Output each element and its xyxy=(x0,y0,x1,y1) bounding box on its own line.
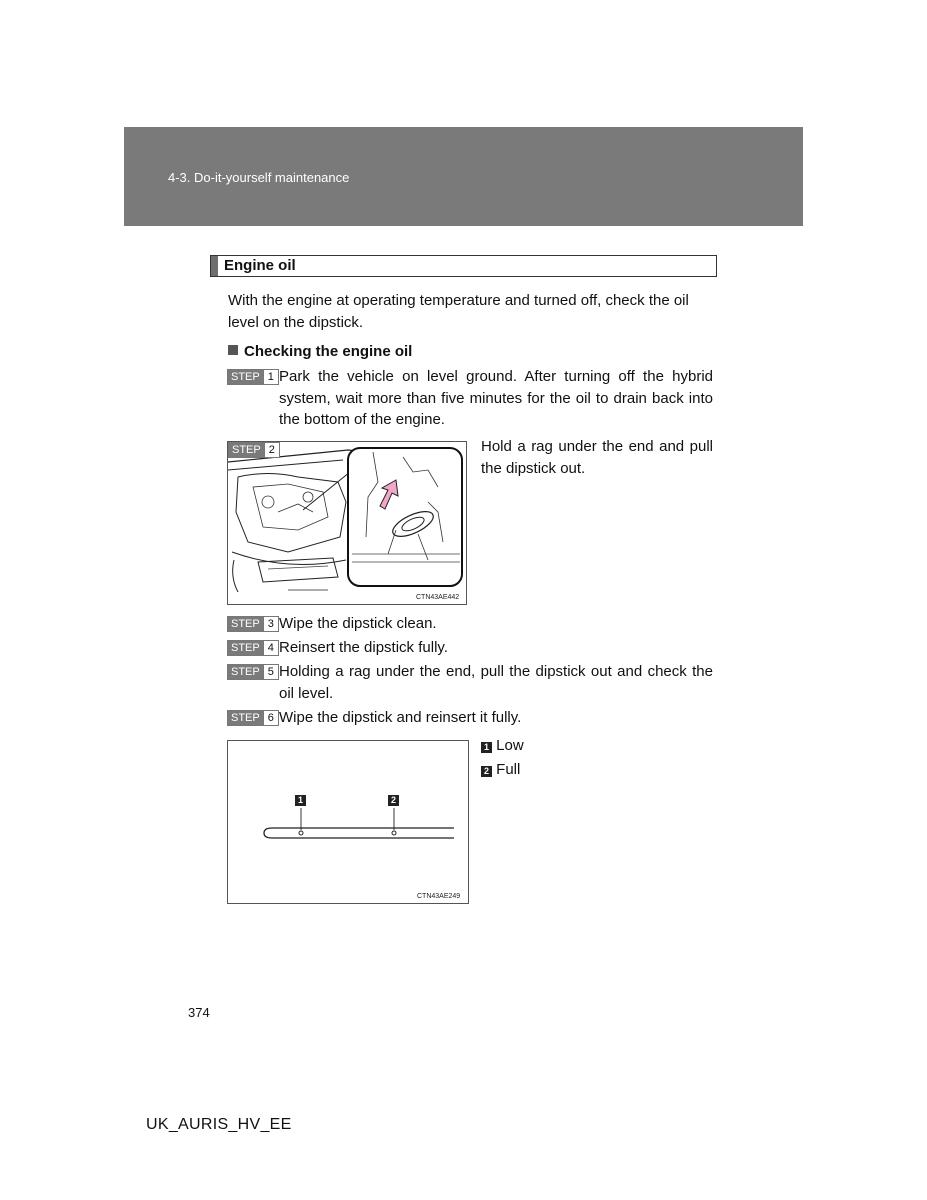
step-label: STEP xyxy=(228,641,263,655)
step-number: 3 xyxy=(263,617,278,631)
step-1-badge xyxy=(227,369,279,385)
chapter-title: 4-3. Do-it-yourself maintenance xyxy=(168,170,350,185)
legend-label: Full xyxy=(496,761,521,778)
step-5-text: Holding a rag under the end, pull the dipstick out and check the oil level. xyxy=(279,663,713,702)
step-4-badge xyxy=(227,640,279,656)
step-1-text: Park the vehicle on level ground. After turning off the hybrid system, wait more than five minutes for the oil to drain back into the bottom of the engine. xyxy=(279,368,713,428)
step-number: 5 xyxy=(263,665,278,679)
section-title: Engine oil xyxy=(224,257,296,274)
legend-item-full xyxy=(481,759,520,781)
step-label: STEP xyxy=(228,617,263,631)
step-number: 1 xyxy=(263,370,278,384)
step-2-badge xyxy=(228,442,280,458)
step-label: STEP xyxy=(228,711,263,725)
page-number: 374 xyxy=(188,1005,210,1020)
legend-number: 1 xyxy=(481,742,492,753)
step-5-badge xyxy=(227,664,279,680)
engine-figure-code: CTN43AE442 xyxy=(416,594,460,601)
step-label: STEP xyxy=(228,370,263,384)
step-number: 2 xyxy=(264,443,279,457)
step-label: STEP xyxy=(228,665,263,679)
section-title-box xyxy=(210,255,717,277)
dipstick-illustration xyxy=(228,741,468,903)
subheading-text: Checking the engine oil xyxy=(244,343,413,360)
engine-bay-illustration xyxy=(228,442,466,604)
dipstick-figure-code: CTN43AE249 xyxy=(417,893,461,900)
step-2-text: Hold a rag under the end and pull the dipstick out. xyxy=(481,438,713,477)
dipstick-figure xyxy=(227,740,469,904)
step-6-text: Wipe the dipstick and reinsert it fully. xyxy=(279,709,522,726)
low-marker: 1 xyxy=(295,795,306,806)
chapter-header xyxy=(124,127,803,226)
intro-paragraph: With the engine at operating temperature and turned off, check the oil level on the dipstick. xyxy=(228,292,689,331)
legend-item-low xyxy=(481,735,524,757)
section-title-bar xyxy=(211,256,218,276)
full-marker: 2 xyxy=(388,795,399,806)
step-6-badge xyxy=(227,710,279,726)
step-number: 4 xyxy=(263,641,278,655)
step-3-text: Wipe the dipstick clean. xyxy=(279,615,437,632)
step-number: 6 xyxy=(263,711,278,725)
legend-label: Low xyxy=(496,737,524,754)
subheading xyxy=(228,343,412,360)
legend-number: 2 xyxy=(481,766,492,777)
engine-bay-figure xyxy=(227,441,467,605)
step-3-badge xyxy=(227,616,279,632)
document-code: UK_AURIS_HV_EE xyxy=(146,1116,292,1133)
step-4-text: Reinsert the dipstick fully. xyxy=(279,639,448,656)
square-bullet-icon xyxy=(228,345,238,355)
step-label: STEP xyxy=(229,443,264,457)
